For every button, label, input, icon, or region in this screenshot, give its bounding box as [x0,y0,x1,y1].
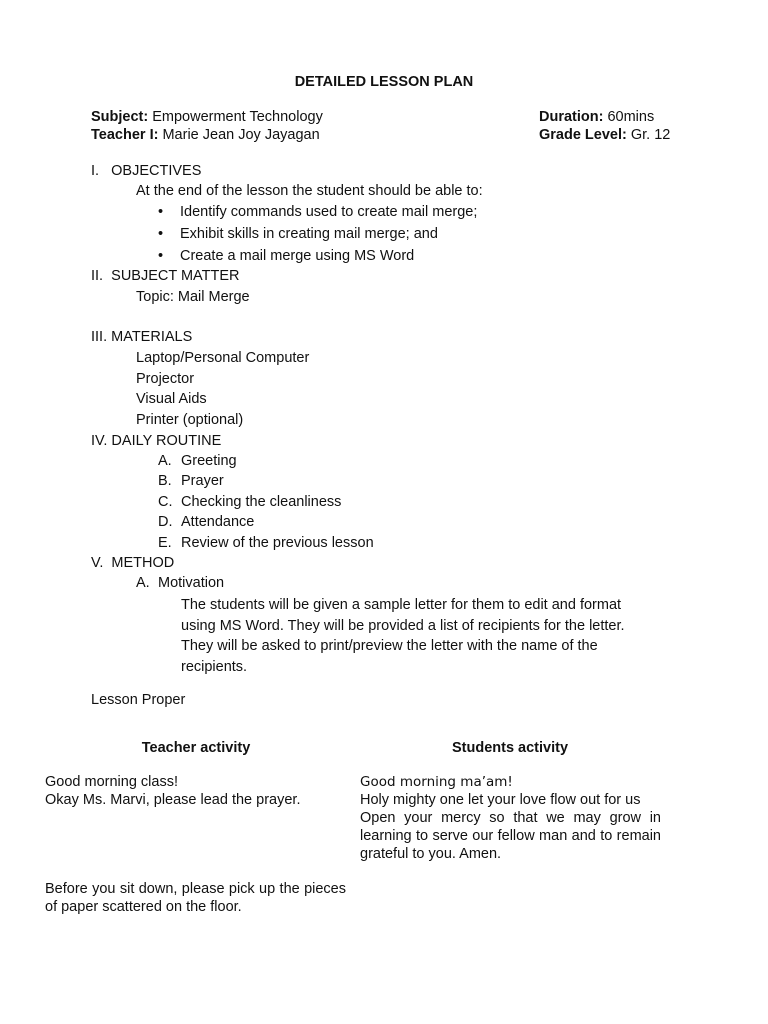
objective-item: • Identify commands used to create mail merge; [158,204,478,220]
objective-item: • Create a mail merge using MS Word [158,248,415,264]
subject-line [91,109,323,125]
document-title: DETAILED LESSON PLAN [294,74,474,90]
students-greeting: Good morning ma’am! [360,774,513,790]
subject-value: Empowerment Technology [152,109,323,125]
bullet-icon: • [158,204,164,220]
routine-item: B. Prayer [158,473,224,489]
daily-routine-heading: IV. DAILY ROUTINE [91,433,222,449]
material-item: Projector [136,371,195,387]
teacher-prayer-request: Okay Ms. Marvi, please lead the prayer. [45,792,301,808]
teacher-activity-cell [45,773,346,809]
grade-level-value: Gr. 12 [630,127,671,143]
teacher-value: Marie Jean Joy Jayagan [162,127,320,143]
duration-value: 60mins [607,109,655,125]
teacher-line [91,127,320,143]
routine-item: C. Checking the cleanliness [158,494,342,510]
duration-line [539,109,654,125]
students-prayer-rest: Open your mercy so that we may grow in learning to serve our fellow man and to remain grateful to you. Amen. [360,810,661,862]
routine-item: E. Review of the previous lesson [158,535,374,551]
topic-line: Topic: Mail Merge [136,289,250,305]
grade-level-label: Grade Level: [539,127,627,143]
bullet-icon: • [158,248,164,264]
material-item: Laptop/Personal Computer [136,350,310,366]
material-item: Printer (optional) [136,412,244,428]
teacher-label: Teacher I: [91,127,159,143]
method-heading: V. METHOD [91,555,175,571]
materials-heading: III. MATERIALS [91,329,193,345]
teacher-greeting: Good morning class! [45,774,178,790]
material-item: Visual Aids [136,391,207,407]
routine-item: D. Attendance [158,514,255,530]
objectives-intro: At the end of the lesson the student should be able to: [136,183,483,199]
teacher-activity-header: Teacher activity [141,740,251,756]
lesson-proper-label: Lesson Proper [91,692,186,708]
objectives-heading: I. OBJECTIVES [91,163,202,179]
subject-matter-heading: II. SUBJECT MATTER [91,268,240,284]
motivation-paragraph: The students will be given a sample letter for them to edit and format using MS Word. They will be provided a list of recipients for the letter. They will be asked to print/preview the letter with the name of the recipients. [181,597,625,675]
grade-level-line [539,127,670,143]
students-prayer-line: Holy mighty one let your love flow out for us [360,792,641,808]
subject-label: Subject: [91,109,149,125]
students-activity-cell [360,773,661,863]
objective-item: • Exhibit skills in creating mail merge; and [158,226,438,242]
motivation-line: A. Motivation [136,575,225,591]
students-activity-header: Students activity [451,740,569,756]
teacher-activity-cell: Before you sit down, please pick up the pieces of paper scattered on the floor. [45,881,346,915]
duration-label: Duration: [539,109,604,125]
routine-item: A. Greeting [158,453,237,469]
bullet-icon: • [158,226,164,242]
